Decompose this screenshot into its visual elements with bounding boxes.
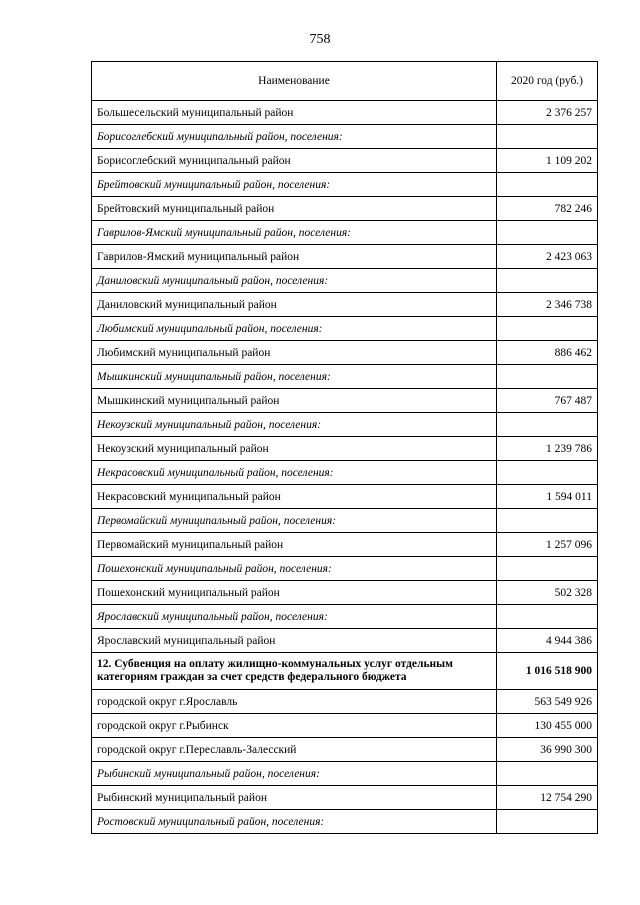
table-row (92, 714, 598, 738)
table-row (92, 389, 598, 413)
row-amount (497, 173, 598, 197)
row-amount: 502 328 (497, 581, 598, 605)
row-amount: 12 754 290 (497, 786, 598, 810)
row-amount (497, 557, 598, 581)
row-amount: 1 016 518 900 (497, 653, 598, 690)
row-amount (497, 365, 598, 389)
table-row (92, 485, 598, 509)
row-amount: 782 246 (497, 197, 598, 221)
row-name: Рыбинский муниципальный район (92, 786, 497, 810)
table-header-row (92, 62, 598, 101)
settlements-row (92, 461, 598, 485)
row-amount: 886 462 (497, 341, 598, 365)
budget-table (91, 61, 598, 834)
row-name: Даниловский муниципальный район (92, 293, 497, 317)
table-row (92, 581, 598, 605)
row-amount (497, 810, 598, 834)
row-amount (497, 509, 598, 533)
row-name: Большесельский муниципальный район (92, 101, 497, 125)
row-name: Пошехонский муниципальный район, поселения: (92, 557, 497, 581)
column-header-amount: 2020 год (руб.) (497, 62, 598, 101)
settlements-row (92, 269, 598, 293)
row-amount (497, 605, 598, 629)
table-row (92, 197, 598, 221)
row-name: Некоузский муниципальный район (92, 437, 497, 461)
row-name: Рыбинский муниципальный район, поселения: (92, 762, 497, 786)
row-name: Ростовский муниципальный район, поселения: (92, 810, 497, 834)
row-amount: 36 990 300 (497, 738, 598, 762)
row-amount: 4 944 386 (497, 629, 598, 653)
settlements-row (92, 605, 598, 629)
row-amount (497, 125, 598, 149)
table-body (92, 101, 598, 834)
settlements-row (92, 221, 598, 245)
page-number: 758 (309, 32, 331, 47)
settlements-row (92, 365, 598, 389)
row-name: Любимский муниципальный район (92, 341, 497, 365)
table-row (92, 738, 598, 762)
row-amount: 2 376 257 (497, 101, 598, 125)
settlements-row (92, 810, 598, 834)
row-amount: 1 239 786 (497, 437, 598, 461)
row-amount (497, 413, 598, 437)
row-name: Первомайский муниципальный район, поселения: (92, 509, 497, 533)
row-name: Брейтовский муниципальный район (92, 197, 497, 221)
row-name: городской округ г.Переславль-Залесский (92, 738, 497, 762)
row-amount (497, 461, 598, 485)
row-name: Мышкинский муниципальный район, поселения: (92, 365, 497, 389)
table-row (92, 786, 598, 810)
row-name: Борисоглебский муниципальный район, поселения: (92, 125, 497, 149)
row-name: 12. Субвенция на оплату жилищно-коммунальных услуг отдельным категориям граждан за счет средств федерального бюджета (92, 653, 497, 690)
row-amount (497, 269, 598, 293)
row-name: городской округ г.Ярославль (92, 690, 497, 714)
row-name: Первомайский муниципальный район (92, 533, 497, 557)
row-amount (497, 221, 598, 245)
table-row (92, 437, 598, 461)
row-amount: 2 423 063 (497, 245, 598, 269)
section-row (92, 653, 598, 690)
row-name: городской округ г.Рыбинск (92, 714, 497, 738)
settlements-row (92, 173, 598, 197)
table-row (92, 245, 598, 269)
settlements-row (92, 557, 598, 581)
row-name: Гаврилов-Ямский муниципальный район, поселения: (92, 221, 497, 245)
row-name: Даниловский муниципальный район, поселения: (92, 269, 497, 293)
row-name: Любимский муниципальный район, поселения: (92, 317, 497, 341)
row-amount: 1 594 011 (497, 485, 598, 509)
row-name: Некоузский муниципальный район, поселения: (92, 413, 497, 437)
settlements-row (92, 413, 598, 437)
table-row (92, 101, 598, 125)
row-amount: 1 109 202 (497, 149, 598, 173)
table-row (92, 533, 598, 557)
settlements-row (92, 317, 598, 341)
row-name: Ярославский муниципальный район, поселения: (92, 605, 497, 629)
row-name: Борисоглебский муниципальный район (92, 149, 497, 173)
table-row (92, 293, 598, 317)
row-name: Гаврилов-Ямский муниципальный район (92, 245, 497, 269)
table-row (92, 341, 598, 365)
row-name: Некрасовский муниципальный район (92, 485, 497, 509)
row-amount: 2 346 738 (497, 293, 598, 317)
table-row (92, 629, 598, 653)
column-header-name: Наименование (92, 62, 497, 101)
row-name: Некрасовский муниципальный район, поселения: (92, 461, 497, 485)
row-amount (497, 762, 598, 786)
row-name: Брейтовский муниципальный район, поселения: (92, 173, 497, 197)
row-amount (497, 317, 598, 341)
row-amount: 1 257 096 (497, 533, 598, 557)
row-name: Ярославский муниципальный район (92, 629, 497, 653)
row-amount: 767 487 (497, 389, 598, 413)
row-name: Мышкинский муниципальный район (92, 389, 497, 413)
row-amount: 563 549 926 (497, 690, 598, 714)
table-row (92, 690, 598, 714)
settlements-row (92, 762, 598, 786)
settlements-row (92, 125, 598, 149)
settlements-row (92, 509, 598, 533)
row-amount: 130 455 000 (497, 714, 598, 738)
row-name: Пошехонский муниципальный район (92, 581, 497, 605)
table-row (92, 149, 598, 173)
